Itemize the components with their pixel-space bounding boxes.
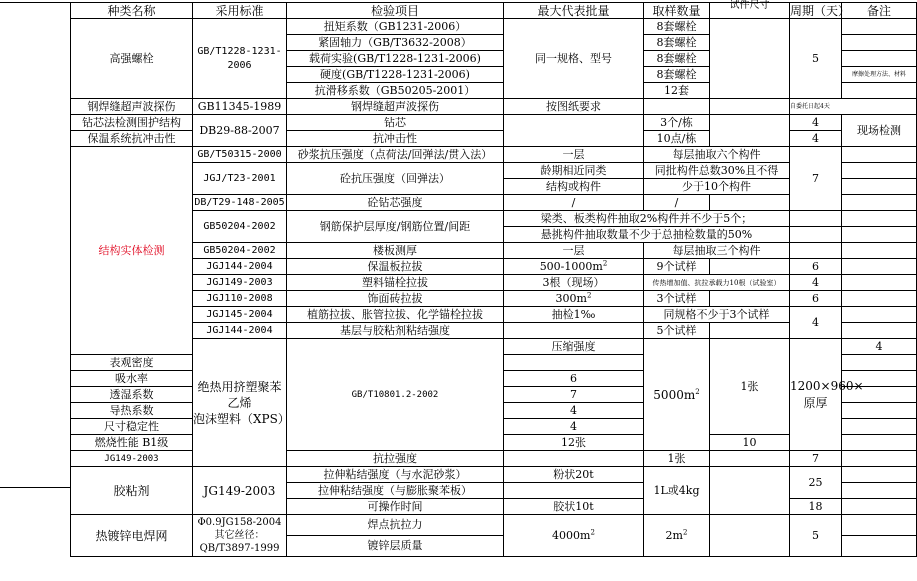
struct-period: 6 <box>790 259 842 275</box>
struct-batch <box>504 291 644 307</box>
xps-item: 导热系数 <box>71 403 193 419</box>
table-row <box>71 467 917 483</box>
left-border-2 <box>0 487 71 488</box>
struct-std: JGJ144-2004 <box>193 259 287 275</box>
xps-period: 7 <box>504 387 644 403</box>
glue-qty: 1L或4kg <box>644 467 710 515</box>
header-category: 种类名称 <box>71 3 193 19</box>
mesh-remark <box>842 515 917 536</box>
bolt-standard: GB/T1228-1231-2006 <box>193 19 287 99</box>
struct-remark <box>842 211 917 227</box>
glue-standard: JG149-2003 <box>193 467 287 515</box>
glue-name: 胶粘剂 <box>71 467 193 515</box>
struct-batch: 抽检1‰ <box>504 307 644 323</box>
weld-size <box>710 99 790 115</box>
mesh-period: 5 <box>790 515 842 557</box>
xps-batch <box>504 451 644 467</box>
glue-remark <box>842 499 917 515</box>
struct-size <box>710 291 790 307</box>
table-row <box>71 211 917 227</box>
xps-period: 7 <box>790 451 842 467</box>
glue-period: 25 <box>790 467 842 499</box>
struct-qty: / <box>644 195 710 211</box>
insul-qty: 10点/栋 <box>644 131 710 147</box>
table-row <box>71 515 917 536</box>
struct-note: 悬挑构件抽取数量不少于总抽检数量的50% <box>504 227 790 243</box>
insul-period: 4 <box>790 131 842 147</box>
struct-period <box>790 211 842 227</box>
xps-batch <box>644 339 710 451</box>
unit-sup: 2 <box>586 290 592 299</box>
struct-remark <box>842 323 917 339</box>
glue-remark <box>842 483 917 499</box>
table-row <box>71 259 917 275</box>
header-item: 检验项目 <box>287 3 504 19</box>
weld-item: 钢焊缝超声波探伤 <box>287 99 504 115</box>
anchor-period: 4 <box>790 115 842 131</box>
xps-size <box>790 339 864 451</box>
header-size: 试件尺寸 <box>710 3 790 19</box>
xps-item: 抗拉强度 <box>287 451 504 467</box>
struct-std: DB/T29-148-2005 <box>193 195 287 211</box>
table-row <box>71 291 917 307</box>
struct-batch: 3根（现场） <box>504 275 644 291</box>
xps-name <box>193 339 290 467</box>
bolt-size <box>710 19 790 99</box>
xps-period: 6 <box>504 371 644 387</box>
xps-period <box>504 355 644 371</box>
glue-batch: 粉状20t <box>504 467 644 483</box>
bolt-qty: 8套螺栓 <box>644 67 710 83</box>
struct-std: GB50204-2002 <box>193 243 287 259</box>
struct-batch: 结构或构件 <box>504 179 644 195</box>
mesh-std-line3: QB/T3897-1999 <box>199 543 280 554</box>
glue-item: 拉伸粘结强度（与水泥砂浆） <box>287 467 504 483</box>
bolt-remark <box>842 19 917 35</box>
mesh-qty <box>644 515 710 557</box>
struct-period: 4 <box>790 275 842 291</box>
xps-period: 10 <box>710 435 790 451</box>
header-qty: 取样数量 <box>644 3 710 19</box>
table-row <box>71 19 917 35</box>
inspection-table-wrapper <box>70 2 916 579</box>
struct-size <box>710 195 790 211</box>
weld-qty <box>644 99 710 115</box>
bolt-item: 紧固轴力（GB/T3632-2008） <box>287 35 504 51</box>
struct-size <box>710 323 790 339</box>
struct-qty: 5个试样 <box>644 323 710 339</box>
xps-name-line1: 绝热用挤塑聚苯乙烯 <box>197 379 282 410</box>
struct-item: 保温板拉拔 <box>287 259 504 275</box>
bolt-item: 硬度(GB/T1228-1231-2006) <box>287 67 504 83</box>
anchor-size <box>710 115 790 147</box>
xps-remark <box>842 355 917 371</box>
table-row <box>71 275 917 291</box>
anchor-name: 钻芯法检测围护结构 <box>71 115 193 131</box>
xps-standard: GB/T10801.2-2002 <box>287 339 504 451</box>
bolt-item: 抗滑移系数（GB50205-2001） <box>287 83 504 99</box>
xps-item: 表观密度 <box>71 355 193 371</box>
header-remark: 备注 <box>842 3 917 19</box>
struct-item: 砼钻芯强度 <box>287 195 504 211</box>
struct-item: 楼板测厚 <box>287 243 504 259</box>
header-standard: 采用标准 <box>193 3 287 19</box>
unit-sup: 2 <box>695 387 700 396</box>
xps-item: 吸水率 <box>71 371 193 387</box>
struct-batch <box>504 259 644 275</box>
struct-qty: 每层抽取三个构件 <box>644 243 790 259</box>
struct-std: GB/T50315-2000 <box>193 147 287 163</box>
xps-item: 燃烧性能 B1级 <box>71 435 193 451</box>
struct-name: 结构实体检测 <box>71 147 193 355</box>
bolt-qty: 8套螺栓 <box>644 35 710 51</box>
struct-period <box>790 243 842 259</box>
table-row <box>71 243 917 259</box>
struct-period: 7 <box>790 147 842 211</box>
struct-std: JGJ/T23-2001 <box>193 163 287 195</box>
xps-item: 尺寸稳定性 <box>71 419 193 435</box>
bolt-item: 扭矩系数（GB1231-2006） <box>287 19 504 35</box>
bolt-qty: 8套螺栓 <box>644 51 710 67</box>
mesh-std-line2: 其它丝径： <box>214 530 265 541</box>
bolt-remark <box>842 83 917 99</box>
bolt-qty: 8套螺栓 <box>644 19 710 35</box>
insul-item: 抗冲击性 <box>287 131 504 147</box>
unit-sup: 2 <box>602 258 608 267</box>
anchor-remark: 现场检测 <box>842 115 917 147</box>
struct-std: JGJ149-2003 <box>193 275 287 291</box>
mesh-standard <box>193 515 287 557</box>
xps-remark <box>842 435 917 451</box>
glue-batch: 胶状10t <box>504 499 644 515</box>
table-row <box>71 115 917 131</box>
struct-batch: 一层 <box>504 243 644 259</box>
mesh-size <box>710 515 790 557</box>
struct-std: GB50204-2002 <box>193 211 287 243</box>
xps-qty: 12张 <box>504 435 644 451</box>
struct-period: 4 <box>790 307 842 339</box>
header-batch: 最大代表批量 <box>504 3 644 19</box>
glue-size <box>710 467 790 515</box>
glue-period: 18 <box>790 499 842 515</box>
struct-remark <box>842 195 917 211</box>
table-row <box>71 147 917 163</box>
bolt-batch: 同一规格、型号 <box>504 19 644 99</box>
glue-item: 可操作时间 <box>287 499 504 515</box>
xps-remark <box>842 403 917 419</box>
mesh-remark <box>842 536 917 557</box>
struct-remark <box>842 291 917 307</box>
weld-batch: 按图纸要求 <box>504 99 644 115</box>
struct-std: JGJ110-2008 <box>193 291 287 307</box>
table-row <box>71 99 917 115</box>
struct-item: 钢筋保护层厚度/钢筋位置/间距 <box>287 211 504 243</box>
struct-item: 植筋拉拔、胀管拉拔、化学锚栓拉拔 <box>287 307 504 323</box>
struct-remark <box>842 275 917 291</box>
batch-text: 500-1000m <box>539 259 603 273</box>
xps-name-line2: 泡沫塑料（XPS） <box>193 411 290 426</box>
mesh-name: 热镀锌电焊网 <box>71 515 193 557</box>
glue-item: 拉伸粘结强度（与膨胀聚苯板） <box>287 483 504 499</box>
weld-period: 自委托日起4天 <box>790 99 917 115</box>
xps-item: 透湿系数 <box>71 387 193 403</box>
weld-standard: GB11345-1989 <box>193 99 287 115</box>
xps-period: 4 <box>504 403 644 419</box>
anchor-qty: 3个/栋 <box>644 115 710 131</box>
struct-qty: 同批构件总数30%且不得 <box>644 163 790 179</box>
anchor-batch <box>504 115 644 147</box>
struct-item: 基层与胶粘剂粘结强度 <box>287 323 504 339</box>
struct-remark <box>842 259 917 275</box>
xps-qty: 1张 <box>710 339 790 435</box>
glue-remark <box>842 467 917 483</box>
struct-batch <box>504 323 644 339</box>
bolt-period: 5 <box>790 19 842 99</box>
table-row <box>71 339 917 355</box>
xps-size-line2: 原厚 <box>803 395 828 410</box>
xps-remark <box>842 419 917 435</box>
struct-remark <box>842 179 917 195</box>
xps-qty: 1张 <box>644 451 710 467</box>
struct-size <box>710 259 790 275</box>
xps-tensile-std: JG149-2003 <box>71 451 193 467</box>
header-row <box>71 3 917 19</box>
qty-text: 2m <box>665 528 683 542</box>
left-border-1 <box>0 2 71 3</box>
bolt-item: 载荷实验(GB/T1228-1231-2006) <box>287 51 504 67</box>
struct-remark <box>842 147 917 163</box>
struct-batch: 一层 <box>504 147 644 163</box>
unit-sup: 2 <box>590 527 595 536</box>
xps-item: 压缩强度 <box>504 339 644 355</box>
mesh-item: 镀锌层质量 <box>287 536 504 557</box>
bolt-remark <box>842 35 917 51</box>
struct-note: 梁类、板类构件抽取2%构件并不少于5个； <box>504 211 790 227</box>
mesh-batch <box>504 515 644 557</box>
struct-item: 砂浆抗压强度（点荷法/回弹法/贯入法） <box>287 147 504 163</box>
struct-qty: 3个试样 <box>644 291 710 307</box>
struct-remark <box>842 243 917 259</box>
mesh-item: 焊点抗拉力 <box>287 515 504 536</box>
struct-remark <box>842 227 917 243</box>
struct-remark <box>842 163 917 179</box>
xps-size <box>710 451 790 467</box>
bolt-remark <box>842 51 917 67</box>
struct-item: 塑料锚栓拉拔 <box>287 275 504 291</box>
struct-item: 砼抗压强度（回弹法） <box>287 163 504 195</box>
bolt-name: 高强螺栓 <box>71 19 193 99</box>
struct-item: 饰面砖拉拔 <box>287 291 504 307</box>
struct-qty: 9个试样 <box>644 259 710 275</box>
struct-period <box>790 227 842 243</box>
batch-text: 5000m <box>653 387 696 402</box>
struct-batch: / <box>504 195 644 211</box>
header-period: 周期（天） <box>790 3 851 18</box>
glue-batch <box>504 483 644 499</box>
struct-qty: 同规格不少于3个试样 <box>644 307 790 323</box>
batch-text: 4000m <box>552 528 591 542</box>
mesh-std-line1: Φ0.9JG158-2004 <box>197 517 282 528</box>
insul-name: 保温系统抗冲击性 <box>71 131 193 147</box>
anchor-standard: DB29-88-2007 <box>193 115 287 147</box>
struct-qty: 传热增加值、抗拉承载力10根（试验室） <box>644 275 790 291</box>
struct-batch: 龄期相近同类 <box>504 163 644 179</box>
xps-period: 4 <box>504 419 644 435</box>
struct-qty: 少于10个构件 <box>644 179 790 195</box>
struct-std: JGJ144-2004 <box>193 323 287 339</box>
struct-qty: 每层抽取六个构件 <box>644 147 790 163</box>
xps-remark <box>842 451 917 467</box>
unit-sup: 2 <box>682 527 688 536</box>
struct-std: JGJ145-2004 <box>193 307 287 323</box>
xps-size-line1: 1200×960× <box>790 378 864 393</box>
bolt-remark: 摩擦处理方法、材料 <box>842 67 917 83</box>
struct-remark <box>842 307 917 323</box>
batch-text: 300m <box>555 291 587 305</box>
inspection-table <box>70 2 917 557</box>
struct-period: 6 <box>790 291 842 307</box>
anchor-item: 钻芯 <box>287 115 504 131</box>
xps-period: 4 <box>842 339 917 355</box>
weld-name: 钢焊缝超声波探伤 <box>71 99 193 115</box>
bolt-qty: 12套 <box>644 83 710 99</box>
table-row <box>71 307 917 323</box>
